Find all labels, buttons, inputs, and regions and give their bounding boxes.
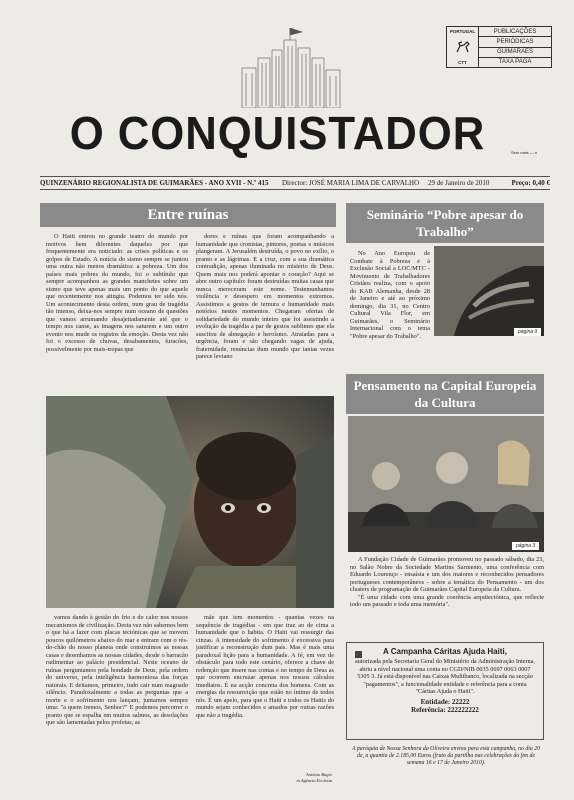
city-skyline-illustration xyxy=(232,28,352,108)
issue-info-bar xyxy=(40,176,550,190)
postage-paid-box xyxy=(446,26,552,68)
haiti-child-photo xyxy=(46,396,334,608)
masthead-note: Sem mais — n xyxy=(511,150,538,155)
parish-note: A paróquia de Nossa Senhora da Oliveira enviou para esta campanha, no dia 20 de, a quantia de 2.185,00 Euros (fruto da partilha nas celebrações do fim de semana 16 e 17 de Janeiro 2010). xyxy=(352,746,540,766)
publication-line: QUINZENÁRIO REGIONALISTA DE GUIMARÃES - ANO XVII - N.º 415 xyxy=(40,179,269,187)
issue-date: 29 de Janeiro de 2010 xyxy=(428,179,490,187)
newspaper-title: O CONQUISTADOR xyxy=(69,107,486,159)
culture-page-tag: página 3 xyxy=(512,542,539,550)
caritas-title: A Campanha Cáritas Ajuda Haiti, xyxy=(383,647,507,656)
main-article-title: Entre ruínas xyxy=(40,203,336,227)
postage-country: PORTUGAL xyxy=(449,29,476,34)
caritas-body: autorizada pela Secretaria Geral do Ministério da Administração Interna, abriu a nível nacional uma conta no CGD/NIB 0035 0697 0063 0007 5305 3. Já está disponível nas Caixas Multibanco, localizada na secção "pagamentos", a funcionalidade entidade e referência para a conta "Cáritas Ajuda o Haiti". xyxy=(355,658,535,696)
postage-line: TAXA PAGA xyxy=(498,59,532,66)
caritas-reference: Referência: 222222222 xyxy=(411,706,479,715)
postage-line: PERIÓDICAS xyxy=(479,37,551,47)
main-article-col2: dores e ruínas que foram acompanhando a humanidade que cronistas, pintores, poetas e músicos plangeram. A Jerusalém destruída, o povo no exílio, o pranto e as lágrimas. E a cruz, com a sua dramática contradição, apenas iluminada no mistério de Deus. Quem mais nos poderá apontar o coração? Aqui se abre outro capítulo: foram destruídas muitas casas que nunca mereceram este nome. Testemunhamos violência e desespero em momentos extremos. Assistimos a gestos de ternura e humanidade mais notórios nestes momentos. Chegaram ofertas de solidariedade do mundo inteiro que foi assistindo a evolução da tragédia a par de gestos sublimes que ela suscitou de abnegação e heroísmo. Atraiadas para a urgência, foram e são chegando vagas de ajuda, fraternidade, renúncias dum mundo que tantas vezes parece levianо xyxy=(196,233,334,360)
bullet-square-icon xyxy=(355,651,362,658)
main-article-col4: mãe que tem momentos - quantas vezes na sequência de tragédias - em que traz ao de cima a humanidade que o habita. O Haiti vai ressurgir das cinzas. A intensidade do sofrimento é excessiva para justificar a reconstrução dum país. Mas é mais uma paradoxal lição para a humanidade. A fé, em vez de obstáculo para todo este cenário, oferece a chave de redenção que insere nas contas e no tempo de Deus as que ocorrem encruzar apenas nos nossos cálculos imediatos. É na acção concreta dos homens. Com as energias da ressurreição que estão no íntimo de todos nós. É um apelo, para que o Haiti e todos os Haitis do mundo sejam conhecidos e amados por outras razões que não a tragédia. xyxy=(196,614,334,719)
caritas-entity: Entidade: 22222 xyxy=(420,697,470,706)
seminar-title: Seminário “Pobre apesar do Trabalho” xyxy=(346,203,544,243)
seminar-hand-photo xyxy=(434,246,544,336)
postage-mark: CTT xyxy=(458,60,467,65)
ctt-horseman-icon xyxy=(454,39,472,55)
issue-price: Preço: 0,40 € xyxy=(511,179,550,187)
culture-text: A Fundação Cidade de Guimarães promoveu no passado sábado, dia 23, no Salão Nobre da Sociedade Martins Sarmento, uma conferência com Eduardo Lourenço - ensaísta e um dos maiores e reconhecidos pensadores portugueses contemporâneos - sobre a temática do Pensamento - um dos clusters de programação de Guimarães Capital Europeia da Cultura. "É uma cidade com uma grande coerência arquitectónica, que reflecte todo um passado e toda uma memória". xyxy=(350,556,544,608)
caritas-campaign-box xyxy=(346,642,544,740)
postage-line: PUBLICAÇÕES xyxy=(479,27,551,37)
seminar-text: No Ano Europeu de Combate à Pobreza e à Exclusão Social a LOC/MTC - Movimento de Trabalhadores Cristãos realiza, com o apoio do KAB Alemanha, desde 28 de Janeiro e até ao próximo domingo, dia 31, no Centro Cultural Vila Flor, em Guimarães, o Seminário Internacional com o tema "Pobre apesar do Trabalho". xyxy=(350,250,430,340)
conference-photo xyxy=(348,416,544,552)
director-line: Director: JOSÉ MARIA LIMA DE CARVALHO xyxy=(282,179,420,187)
main-article-col1: O Haiti entrou no grande teatro do mundo por motivos bem diferentes daqueles por que frequentemente era noticiado: as crises políticas e os golpes de Estado. A notícia do sismo sempre se juntou uma outra não menos dramática: a pobreza. Um dos países mais pobres do mundo, foi o subtítulo que sempre acompanhou as grandes manchetes sobre um sismo que teve apenas mais um ponto do que aquele que recentemente nos atingiu. Podemos ter sido nós. Um acontecimento desta ordem, num grau de tragédia tão intenso, deixa-nos sempre num oceano de questões que vamos arrumando desajeitadamente até que o tempo nos canse, as imagens nos saturem e um outro evento nos mude os registos da emoção. Desta vez não foi o excesso de chuvas, desabamentos, furacões, possivelmente por mais-tropas que xyxy=(46,233,188,353)
article-credit: António Bagio in Agência Ecclesia xyxy=(296,772,332,783)
culture-title: Pensamento na Capital Europeia da Cultura xyxy=(346,374,544,414)
postage-line: GUIMARÃES xyxy=(479,48,551,58)
main-article-col3: vamos dando à gestão do frio e do calor nos nossos mecanismos de civilização. Desta vez não sabemos bem o que há a fazer com placas tectónicas que se movem poucos quilómetros abaixo do mar e entram com o rés-do-chão do nosso planeta onde construímos as nossas casas e desenhamos as nossas cidades, desde o barracão rudimentar ao palácio presidencial. Neste oceano de ruínas perguntamos pela bondade de Deus, pela ordem do universo, pela inteligência harmoniosa das forças naturais. E deitamos, primeiro, tudo cair num magoado silêncio. Paradoxalmente a todas as perguntas que a morte e o sofrimento nos lançam, juntamos sempre uma: "a quem iremos, Senhor?" E podemos percorrer o pranto que se espalha em muitos salmos, as desolações que são lamentadas pelos profetas, as xyxy=(46,614,188,726)
seminar-page-tag: página 9 xyxy=(514,328,541,336)
